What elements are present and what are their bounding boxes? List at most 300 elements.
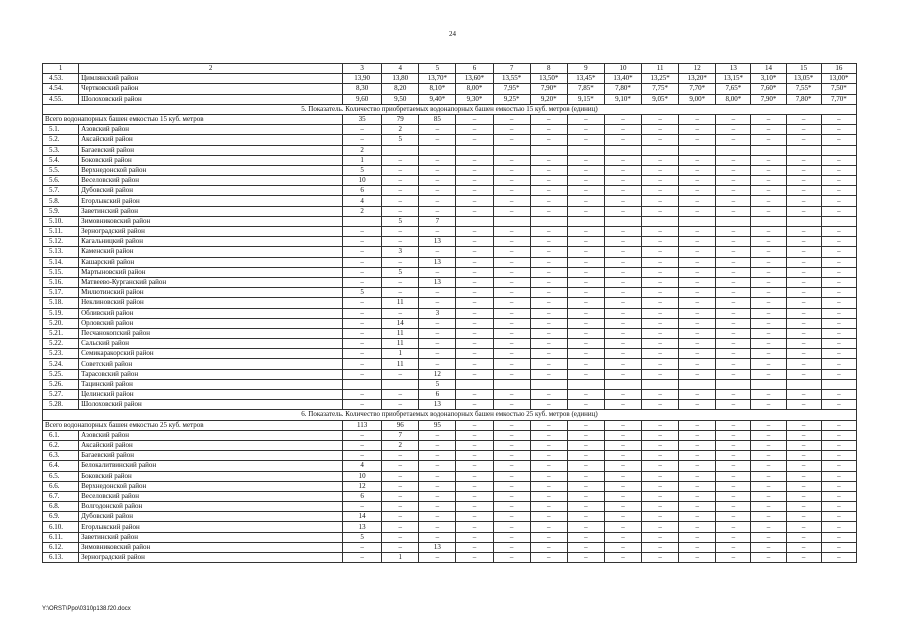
value-cell: – bbox=[716, 155, 751, 165]
value-cell: – bbox=[751, 125, 786, 135]
value-cell: 13,40* bbox=[604, 74, 641, 84]
value-cell: – bbox=[786, 451, 821, 461]
district-name: Заветинский район bbox=[79, 206, 343, 216]
value-cell: – bbox=[382, 471, 419, 481]
value-cell bbox=[530, 145, 567, 155]
value-cell: – bbox=[716, 369, 751, 379]
value-cell: – bbox=[716, 461, 751, 471]
value-cell: – bbox=[343, 308, 382, 318]
value-cell: – bbox=[419, 155, 456, 165]
value-cell: – bbox=[567, 114, 604, 124]
district-name: Волгодонской район bbox=[79, 502, 343, 512]
value-cell: – bbox=[716, 277, 751, 287]
value-cell: – bbox=[679, 308, 716, 318]
value-cell: 8,30 bbox=[343, 84, 382, 94]
value-cell: – bbox=[493, 522, 530, 532]
district-name: Багаевский район bbox=[79, 145, 343, 155]
value-cell: – bbox=[821, 196, 856, 206]
table-row bbox=[43, 318, 857, 328]
value-cell: – bbox=[604, 125, 641, 135]
value-cell: 7,60* bbox=[751, 84, 786, 94]
district-name: Неклиновский район bbox=[79, 298, 343, 308]
table-row bbox=[43, 145, 857, 155]
value-cell: – bbox=[786, 339, 821, 349]
value-cell bbox=[786, 216, 821, 226]
value-cell: – bbox=[679, 512, 716, 522]
value-cell: – bbox=[456, 267, 493, 277]
value-cell: – bbox=[679, 298, 716, 308]
value-cell: – bbox=[343, 430, 382, 440]
value-cell: – bbox=[751, 349, 786, 359]
value-cell: – bbox=[382, 308, 419, 318]
value-cell: – bbox=[493, 308, 530, 318]
row-number: 5.3. bbox=[43, 145, 79, 155]
value-cell: – bbox=[456, 257, 493, 267]
value-cell: – bbox=[821, 512, 856, 522]
value-cell: – bbox=[751, 553, 786, 563]
value-cell: – bbox=[604, 206, 641, 216]
column-header: 14 bbox=[751, 64, 786, 74]
value-cell: 8,00* bbox=[456, 84, 493, 94]
value-cell: 13,50* bbox=[530, 74, 567, 84]
value-cell: – bbox=[530, 247, 567, 257]
value-cell: – bbox=[751, 308, 786, 318]
value-cell: – bbox=[382, 227, 419, 237]
value-cell: – bbox=[419, 553, 456, 563]
row-number: 5.24. bbox=[43, 359, 79, 369]
district-name: Дубовский район bbox=[79, 186, 343, 196]
value-cell bbox=[679, 379, 716, 389]
value-cell: – bbox=[786, 430, 821, 440]
value-cell: – bbox=[343, 318, 382, 328]
value-cell: 7,95* bbox=[493, 84, 530, 94]
value-cell: – bbox=[567, 440, 604, 450]
table-row bbox=[43, 349, 857, 359]
value-cell: – bbox=[567, 328, 604, 338]
value-cell: – bbox=[604, 339, 641, 349]
column-header: 7 bbox=[493, 64, 530, 74]
value-cell: – bbox=[716, 420, 751, 430]
value-cell bbox=[419, 145, 456, 155]
value-cell: – bbox=[567, 125, 604, 135]
table-row bbox=[43, 339, 857, 349]
value-cell: – bbox=[642, 451, 679, 461]
value-cell bbox=[786, 145, 821, 155]
value-cell: – bbox=[786, 440, 821, 450]
district-name: Каменский район bbox=[79, 247, 343, 257]
value-cell: – bbox=[567, 522, 604, 532]
district-name: Егорлыкский район bbox=[79, 522, 343, 532]
value-cell bbox=[567, 145, 604, 155]
value-cell: – bbox=[642, 277, 679, 287]
column-header: 10 bbox=[604, 64, 641, 74]
value-cell: – bbox=[642, 502, 679, 512]
value-cell: – bbox=[419, 206, 456, 216]
value-cell: – bbox=[679, 155, 716, 165]
value-cell: – bbox=[567, 227, 604, 237]
value-cell: – bbox=[751, 440, 786, 450]
row-number: 5.22. bbox=[43, 339, 79, 349]
value-cell: – bbox=[716, 451, 751, 461]
value-cell: – bbox=[604, 288, 641, 298]
value-cell: – bbox=[530, 155, 567, 165]
value-cell: – bbox=[419, 491, 456, 501]
value-cell: – bbox=[716, 288, 751, 298]
value-cell: – bbox=[751, 359, 786, 369]
district-name: Верхнедонской район bbox=[79, 481, 343, 491]
table-row bbox=[43, 542, 857, 552]
value-cell: – bbox=[786, 349, 821, 359]
value-cell: 9,15* bbox=[567, 94, 604, 104]
value-cell: – bbox=[786, 196, 821, 206]
table-row bbox=[43, 94, 857, 104]
value-cell: – bbox=[382, 176, 419, 186]
value-cell: – bbox=[567, 206, 604, 216]
value-cell: – bbox=[493, 481, 530, 491]
value-cell: – bbox=[751, 512, 786, 522]
value-cell: 79 bbox=[382, 114, 419, 124]
value-cell: – bbox=[821, 400, 856, 410]
value-cell: – bbox=[751, 165, 786, 175]
value-cell: – bbox=[786, 165, 821, 175]
value-cell: – bbox=[642, 359, 679, 369]
value-cell: – bbox=[751, 155, 786, 165]
value-cell bbox=[751, 145, 786, 155]
value-cell: – bbox=[821, 308, 856, 318]
value-cell: – bbox=[456, 206, 493, 216]
value-cell: – bbox=[456, 114, 493, 124]
value-cell: – bbox=[821, 390, 856, 400]
value-cell: – bbox=[493, 165, 530, 175]
value-cell: 2 bbox=[343, 145, 382, 155]
value-cell: – bbox=[751, 288, 786, 298]
district-name: Багаевский район bbox=[79, 451, 343, 461]
value-cell: – bbox=[716, 135, 751, 145]
value-cell: 113 bbox=[343, 420, 382, 430]
value-cell: – bbox=[716, 349, 751, 359]
value-cell: – bbox=[642, 440, 679, 450]
table-row bbox=[43, 125, 857, 135]
value-cell: – bbox=[456, 390, 493, 400]
value-cell: – bbox=[530, 491, 567, 501]
value-cell: – bbox=[493, 288, 530, 298]
value-cell: – bbox=[530, 308, 567, 318]
value-cell: – bbox=[567, 339, 604, 349]
value-cell: 95 bbox=[419, 420, 456, 430]
value-cell: – bbox=[530, 196, 567, 206]
value-cell: – bbox=[604, 359, 641, 369]
table-row bbox=[43, 176, 857, 186]
value-cell: – bbox=[567, 165, 604, 175]
value-cell: – bbox=[716, 176, 751, 186]
value-cell: 6 bbox=[343, 186, 382, 196]
value-cell: – bbox=[456, 542, 493, 552]
value-cell: – bbox=[786, 390, 821, 400]
value-cell: 8,10* bbox=[419, 84, 456, 94]
value-cell: – bbox=[642, 318, 679, 328]
value-cell bbox=[530, 216, 567, 226]
value-cell: – bbox=[751, 247, 786, 257]
value-cell: – bbox=[343, 369, 382, 379]
value-cell: – bbox=[751, 196, 786, 206]
value-cell: – bbox=[567, 451, 604, 461]
value-cell: – bbox=[493, 176, 530, 186]
row-number: 4.55. bbox=[43, 94, 79, 104]
value-cell: 11 bbox=[382, 328, 419, 338]
value-cell: – bbox=[567, 369, 604, 379]
value-cell: – bbox=[343, 349, 382, 359]
value-cell: – bbox=[567, 186, 604, 196]
value-cell: – bbox=[530, 430, 567, 440]
value-cell: – bbox=[604, 114, 641, 124]
table-row bbox=[43, 451, 857, 461]
value-cell: 9,30* bbox=[456, 94, 493, 104]
value-cell: – bbox=[493, 318, 530, 328]
value-cell: – bbox=[716, 196, 751, 206]
value-cell: – bbox=[642, 461, 679, 471]
value-cell: – bbox=[567, 318, 604, 328]
value-cell: – bbox=[751, 542, 786, 552]
row-number: 6.10. bbox=[43, 522, 79, 532]
district-name: Заветинский район bbox=[79, 532, 343, 542]
value-cell: – bbox=[751, 430, 786, 440]
value-cell bbox=[786, 379, 821, 389]
value-cell: – bbox=[419, 186, 456, 196]
value-cell: – bbox=[530, 542, 567, 552]
value-cell: – bbox=[821, 165, 856, 175]
table-row bbox=[43, 277, 857, 287]
district-name: Тацинский район bbox=[79, 379, 343, 389]
row-number: 4.54. bbox=[43, 84, 79, 94]
value-cell: – bbox=[604, 400, 641, 410]
value-cell: – bbox=[716, 237, 751, 247]
value-cell: – bbox=[493, 227, 530, 237]
value-cell: 8,20 bbox=[382, 84, 419, 94]
value-cell bbox=[716, 145, 751, 155]
value-cell: – bbox=[751, 176, 786, 186]
value-cell: – bbox=[456, 165, 493, 175]
value-cell: – bbox=[456, 237, 493, 247]
value-cell: – bbox=[679, 135, 716, 145]
value-cell: – bbox=[419, 328, 456, 338]
value-cell: – bbox=[716, 318, 751, 328]
value-cell: – bbox=[716, 430, 751, 440]
value-cell: – bbox=[567, 502, 604, 512]
value-cell: – bbox=[679, 471, 716, 481]
value-cell: – bbox=[751, 339, 786, 349]
value-cell: – bbox=[343, 359, 382, 369]
value-cell: – bbox=[604, 196, 641, 206]
value-cell bbox=[604, 216, 641, 226]
value-cell: – bbox=[419, 532, 456, 542]
value-cell: – bbox=[419, 451, 456, 461]
value-cell: – bbox=[751, 267, 786, 277]
value-cell: – bbox=[642, 553, 679, 563]
value-cell: – bbox=[567, 491, 604, 501]
value-cell: – bbox=[456, 196, 493, 206]
value-cell: – bbox=[786, 308, 821, 318]
section-header-row bbox=[43, 410, 857, 420]
value-cell: – bbox=[642, 135, 679, 145]
value-cell: – bbox=[821, 522, 856, 532]
value-cell: – bbox=[821, 430, 856, 440]
row-number: 5.21. bbox=[43, 328, 79, 338]
value-cell: 9,60 bbox=[343, 94, 382, 104]
table-row bbox=[43, 267, 857, 277]
value-cell: – bbox=[419, 176, 456, 186]
value-cell: 13,45* bbox=[567, 74, 604, 84]
value-cell: – bbox=[456, 328, 493, 338]
value-cell: – bbox=[456, 227, 493, 237]
value-cell: 7 bbox=[382, 430, 419, 440]
value-cell: – bbox=[642, 196, 679, 206]
value-cell: – bbox=[567, 390, 604, 400]
value-cell: – bbox=[786, 542, 821, 552]
value-cell bbox=[493, 145, 530, 155]
value-cell: – bbox=[456, 135, 493, 145]
table-row bbox=[43, 502, 857, 512]
value-cell: – bbox=[604, 553, 641, 563]
value-cell: – bbox=[493, 369, 530, 379]
value-cell: – bbox=[751, 369, 786, 379]
row-number: 5.13. bbox=[43, 247, 79, 257]
value-cell: – bbox=[642, 165, 679, 175]
district-name: Советский район bbox=[79, 359, 343, 369]
district-name: Сальский район bbox=[79, 339, 343, 349]
value-cell: – bbox=[567, 267, 604, 277]
value-cell: – bbox=[343, 135, 382, 145]
value-cell: – bbox=[382, 542, 419, 552]
value-cell: – bbox=[343, 298, 382, 308]
district-name: Боковский район bbox=[79, 471, 343, 481]
value-cell: – bbox=[493, 461, 530, 471]
value-cell: – bbox=[604, 542, 641, 552]
value-cell: – bbox=[716, 186, 751, 196]
value-cell: 13,05* bbox=[786, 74, 821, 84]
value-cell: – bbox=[786, 135, 821, 145]
table-row bbox=[43, 359, 857, 369]
value-cell bbox=[493, 379, 530, 389]
value-cell: – bbox=[530, 339, 567, 349]
value-cell: – bbox=[716, 267, 751, 277]
value-cell: – bbox=[751, 186, 786, 196]
value-cell: – bbox=[642, 532, 679, 542]
value-cell: 5 bbox=[419, 379, 456, 389]
value-cell: – bbox=[604, 349, 641, 359]
district-name: Матвеево-Курганский район bbox=[79, 277, 343, 287]
value-cell bbox=[716, 379, 751, 389]
value-cell: – bbox=[679, 390, 716, 400]
value-cell: 7,80* bbox=[604, 84, 641, 94]
value-cell: – bbox=[679, 491, 716, 501]
value-cell: – bbox=[567, 359, 604, 369]
value-cell: – bbox=[567, 308, 604, 318]
value-cell: – bbox=[493, 502, 530, 512]
row-number: 5.4. bbox=[43, 155, 79, 165]
value-cell: 13 bbox=[419, 542, 456, 552]
value-cell: – bbox=[456, 461, 493, 471]
value-cell: – bbox=[679, 257, 716, 267]
value-cell: – bbox=[821, 471, 856, 481]
page-number: 24 bbox=[449, 30, 456, 38]
value-cell: – bbox=[567, 349, 604, 359]
value-cell: – bbox=[456, 420, 493, 430]
value-cell: – bbox=[716, 298, 751, 308]
value-cell: – bbox=[530, 257, 567, 267]
row-number: 4.53. bbox=[43, 74, 79, 84]
row-number: 5.17. bbox=[43, 288, 79, 298]
value-cell: – bbox=[716, 512, 751, 522]
value-cell: – bbox=[642, 186, 679, 196]
value-cell: – bbox=[642, 267, 679, 277]
value-cell: – bbox=[821, 227, 856, 237]
value-cell: 13,25* bbox=[642, 74, 679, 84]
row-number: 5.15. bbox=[43, 267, 79, 277]
value-cell bbox=[456, 216, 493, 226]
column-header: 4 bbox=[382, 64, 419, 74]
table-row bbox=[43, 390, 857, 400]
table-row bbox=[43, 165, 857, 175]
value-cell: – bbox=[456, 430, 493, 440]
value-cell: – bbox=[419, 512, 456, 522]
value-cell: – bbox=[530, 359, 567, 369]
value-cell: 1 bbox=[343, 155, 382, 165]
value-cell: – bbox=[642, 542, 679, 552]
value-cell: – bbox=[456, 155, 493, 165]
row-number: 5.6. bbox=[43, 176, 79, 186]
value-cell: – bbox=[567, 135, 604, 145]
value-cell: – bbox=[419, 502, 456, 512]
value-cell: – bbox=[604, 308, 641, 318]
value-cell: 13,90 bbox=[343, 74, 382, 84]
value-cell: 9,40* bbox=[419, 94, 456, 104]
value-cell: – bbox=[751, 532, 786, 542]
value-cell: – bbox=[382, 481, 419, 491]
section-title: 6. Показатель. Количество приобретаемых водонапорных башен емкостью 25 куб. метров (единиц) bbox=[43, 410, 857, 420]
value-cell: – bbox=[642, 227, 679, 237]
value-cell: – bbox=[567, 176, 604, 186]
value-cell: – bbox=[604, 165, 641, 175]
value-cell: 96 bbox=[382, 420, 419, 430]
district-name: Шолоховский район bbox=[79, 94, 343, 104]
value-cell: – bbox=[821, 349, 856, 359]
value-cell: – bbox=[821, 502, 856, 512]
value-cell: 5 bbox=[343, 165, 382, 175]
total-label: Всего водонапорных башен емкостью 25 куб. метров bbox=[43, 420, 343, 430]
value-cell: – bbox=[716, 257, 751, 267]
column-header: 13 bbox=[716, 64, 751, 74]
column-header: 6 bbox=[456, 64, 493, 74]
value-cell: – bbox=[642, 390, 679, 400]
value-cell: 7,80* bbox=[786, 94, 821, 104]
value-cell: 7,50* bbox=[821, 84, 856, 94]
value-cell: – bbox=[679, 349, 716, 359]
value-cell: – bbox=[567, 237, 604, 247]
row-number: 5.8. bbox=[43, 196, 79, 206]
value-cell: – bbox=[567, 430, 604, 440]
value-cell: – bbox=[786, 532, 821, 542]
value-cell: 1 bbox=[382, 553, 419, 563]
value-cell: – bbox=[567, 532, 604, 542]
value-cell: – bbox=[642, 339, 679, 349]
value-cell bbox=[456, 379, 493, 389]
value-cell: – bbox=[604, 155, 641, 165]
value-cell: – bbox=[786, 359, 821, 369]
value-cell: – bbox=[679, 420, 716, 430]
row-number: 5.18. bbox=[43, 298, 79, 308]
value-cell: – bbox=[679, 328, 716, 338]
value-cell: – bbox=[786, 114, 821, 124]
